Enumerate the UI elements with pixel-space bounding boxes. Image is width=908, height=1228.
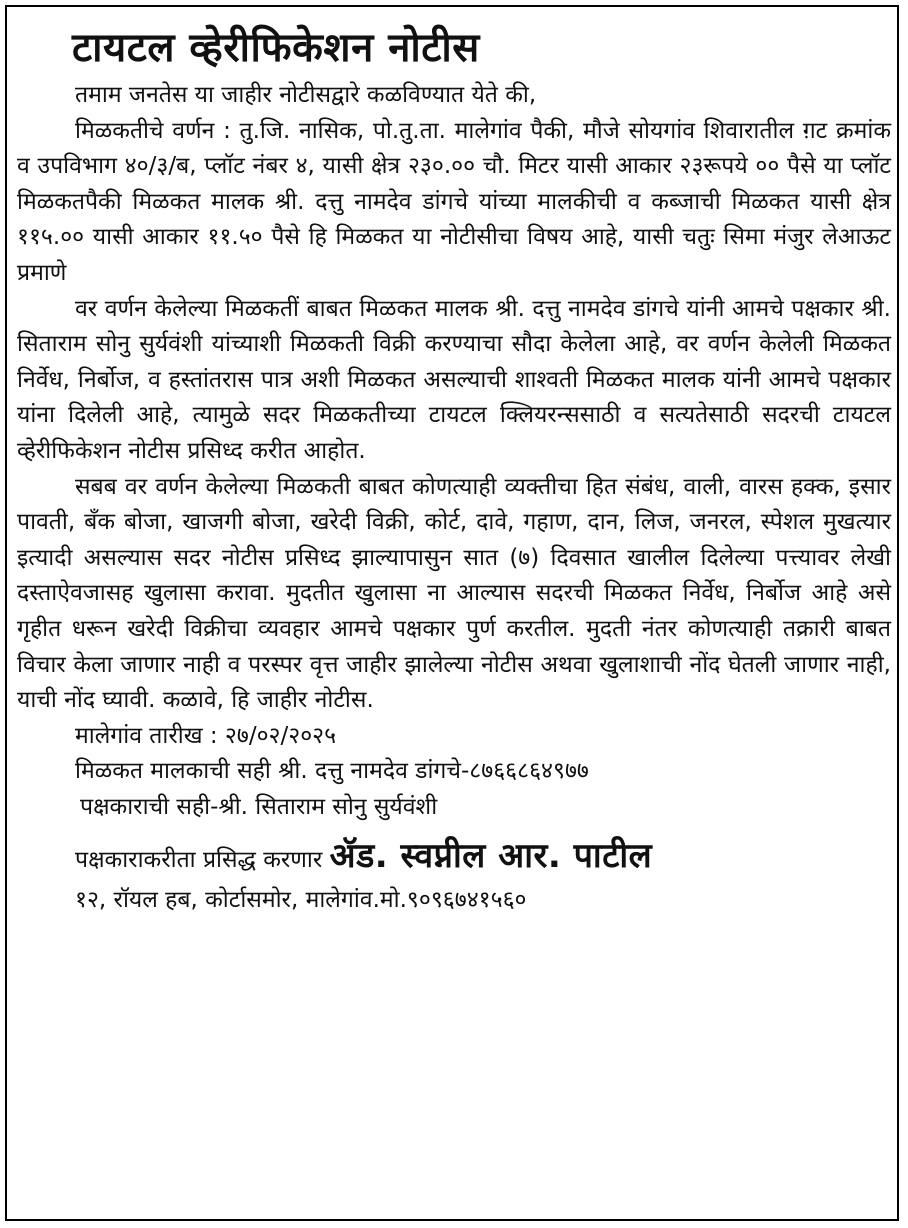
advocate-address: १२, रॉयल हब, कोर्टासमोर, मालेगांव.मो.९०९६७४१५६०	[75, 887, 527, 914]
property-description: मिळकतीचे वर्णन : तु.जि. नासिक, पो.तु.ता. मालेगांव पैकी, मौजे सोयगांव शिवारातील ग़ट क्रमांक व उपविभाग ४०/३/ब, प्लॉट नंबर ४, यासी क्षेत्र २३०.०० चौ. मिटर यासी आकार २३रूपये ०० पैसे या प्लॉट मिळकतपैकी मिळकत मालक श्री. दत्तु नामदेव डांगचे यांच्या मालकीची व कब्जाची मिळकत यासी क्षेत्र ११५.०० यासी आकार ११.५० पैसे हि मिळकत या नोटीसीचा विषय आहे, यासी चतुः सिमा मंजुर लेआऊट प्रमाणे	[17, 117, 891, 286]
public-notice	[17, 18, 891, 917]
notice-paragraph-3: सबब वर वर्णन केलेल्या मिळकती बाबत कोणत्याही व्यक्तीचा हित संबंध, वाली, वारस हक्क, इसार पावती, बँक बोजा, खाजगी बोजा, खरेदी विक्री, कोर्ट, दावे, गहाण, दान, लिज, जनरल, स्पेशल मुखत्यार इत्यादी असल्यास सदर नोटीस प्रसिध्द झाल्यापासुन सात (७) दिवसात खालील दिलेल्या पत्त्यावर लेखी दस्ताऐवजासह खुलासा करावा. मुदतीत खुलासा ना आल्यास सदरची मिळकत निर्वेध, निर्बोज आहे असे गृहीत धरून खरेदी विक्रीचा व्यवहार आमचे पक्षकार पुर्ण करतील. मुदती नंतर कोणत्याही तक्रारी बाबत विचार केला जाणार नाही व परस्पर वृत्त जाहीर झालेल्या नोटीस अथवा खुलाशाची नोंद घेतली जाणार नाही, याची नोंद घ्यावी. कळावे, हि जाहीर नोटीस.	[17, 473, 891, 714]
notice-intro: तमाम जनतेस या जाहीर नोटीसद्वारे कळविण्यात येते की,	[75, 82, 537, 108]
date-line: मालेगांव तारीख : २७/०२/२०२५	[75, 722, 337, 749]
client-signature: पक्षकाराची सही-श्री. सिताराम सोनु सुर्यवंशी	[80, 793, 438, 820]
owner-signature: मिळकत मालकाची सही श्री. दत्तु नामदेव डांगचे-८७६६८६४९७७	[75, 758, 589, 785]
notice-paragraph-2: वर वर्णन केलेल्या मिळकतीं बाबत मिळकत मालक श्री. दत्तु नामदेव डांगचे यांनी आमचे पक्षकार श्री. सिताराम सोनु सुर्यवंशी यांच्याशी मिळकती विक्री करण्याचा सौदा केलेला आहे, वर वर्णन केलेली मिळकत निर्वेध, निर्बोज, व हस्तांतरास पात्र अशी मिळकत असल्याची शाश्वती मिळकत मालक यांनी आमचे पक्षकार यांना दिलेली आहे, त्यामुळे सदर मिळकतीच्या टायटल क्लियरन्ससाठी व सत्यतेसाठी सदरची टायटल व्हेरीफिकेशन नोटीस प्रसिध्द करीत आहोत.	[17, 295, 891, 464]
advocate-name: ॲड. स्वप्नील आर. पाटील	[329, 836, 653, 877]
publisher-prefix: पक्षकाराकरीता प्रसिद्ध करणार	[75, 847, 323, 874]
publisher-line	[17, 833, 891, 883]
spacer	[17, 825, 891, 833]
notice-title: टायटल व्हेरीफिकेशन नोटीस	[72, 25, 480, 71]
